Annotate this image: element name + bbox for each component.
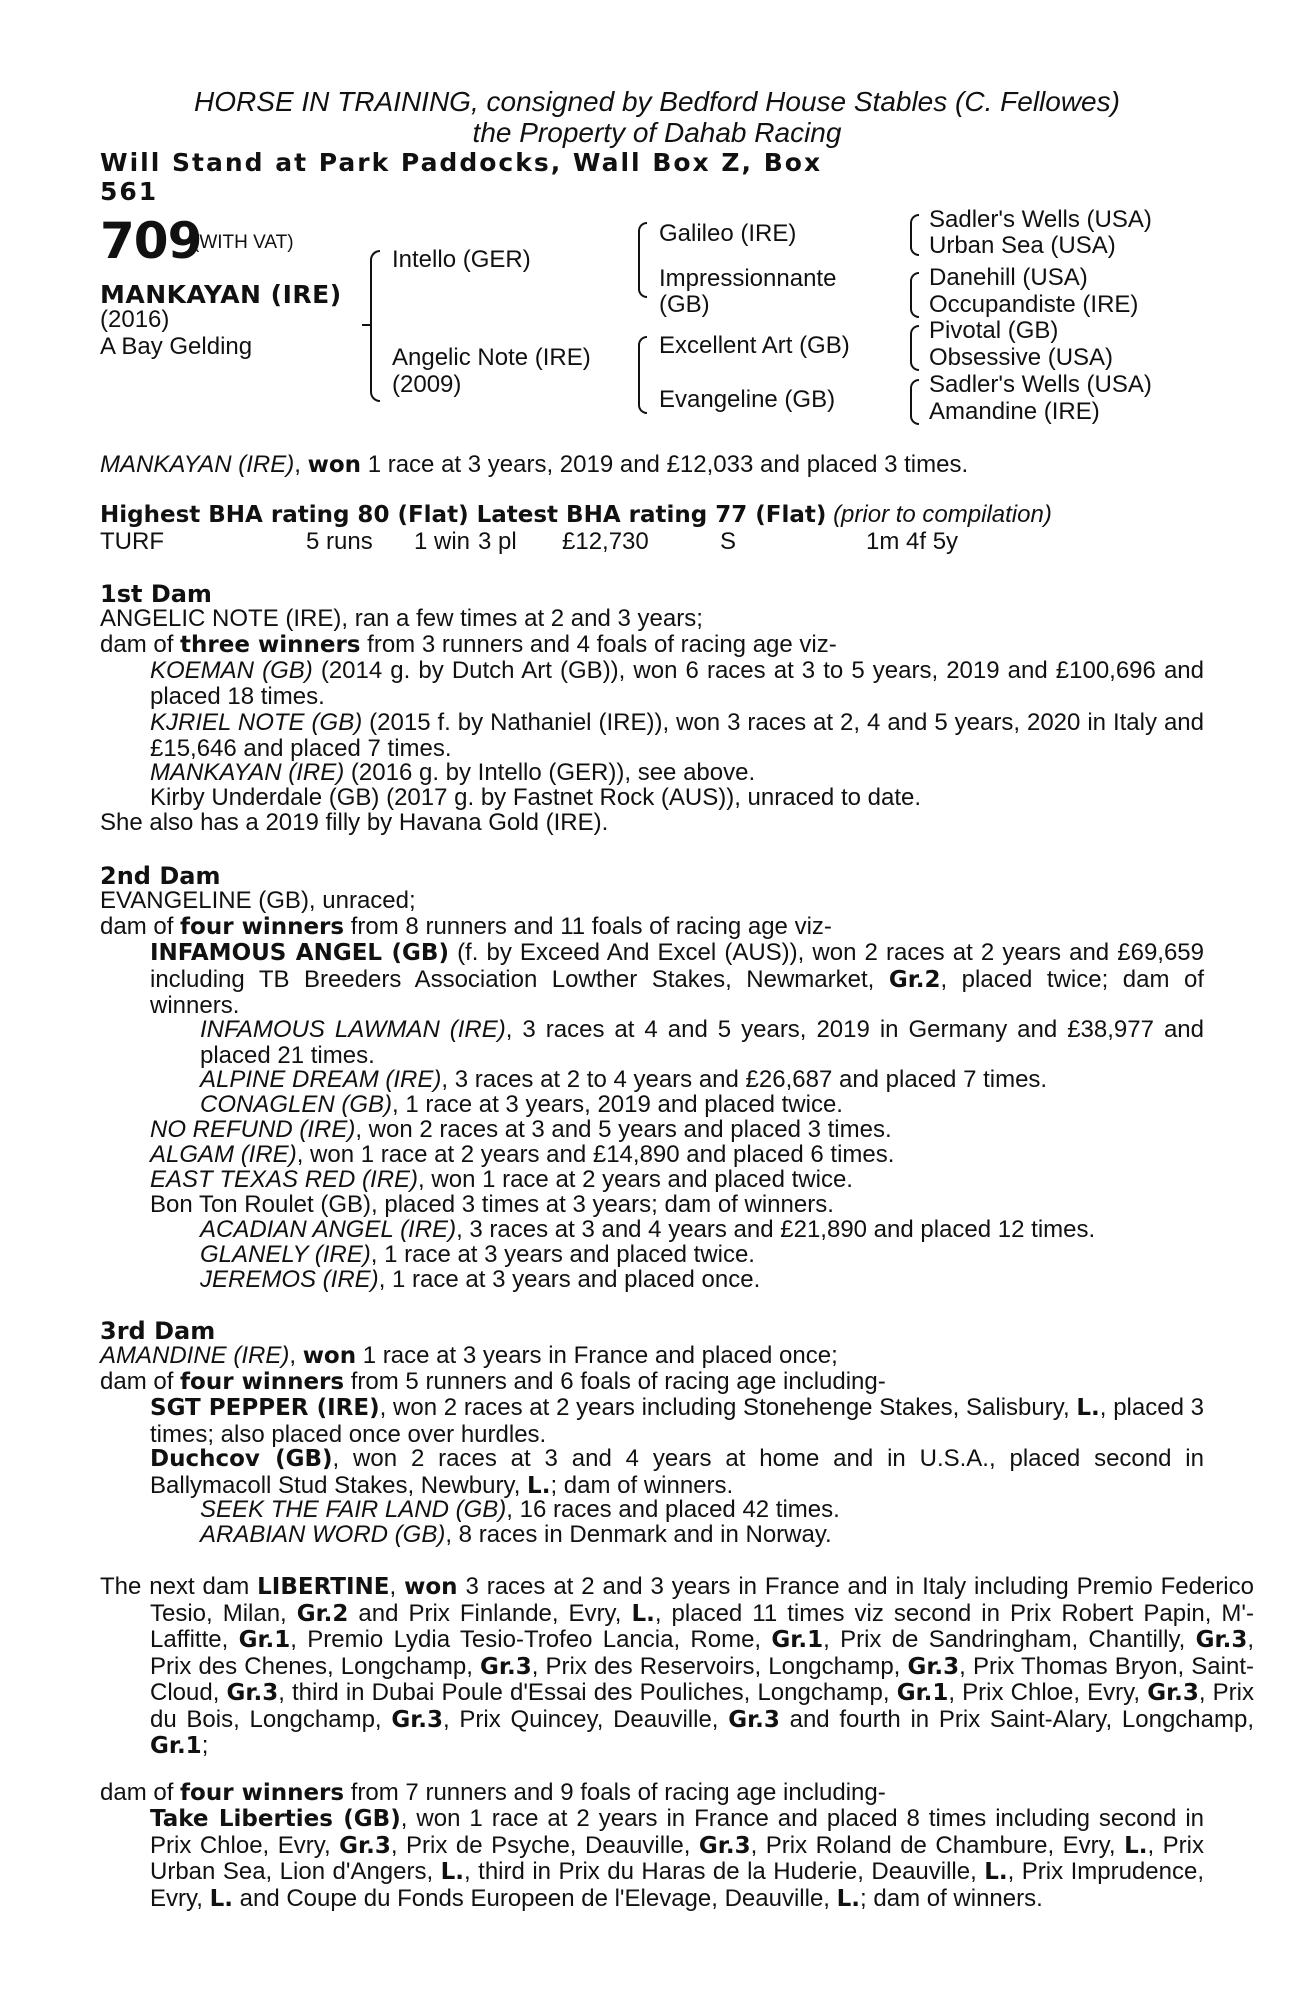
- progeny-sgt-pepper: SGT PEPPER (IRE): [150, 1395, 380, 1421]
- turf-earnings: £12,730: [562, 528, 649, 555]
- pedigree-g8: Amandine (IRE): [929, 398, 1100, 425]
- next-dam-t7: , Prix des Reservoirs, Longchamp,: [531, 1652, 908, 1680]
- next-dam-gr6: Gr.3: [907, 1653, 960, 1680]
- progeny-infamous-lawman: INFAMOUS LAWMAN (IRE): [200, 1016, 506, 1043]
- second-dam-produce: [100, 914, 832, 940]
- second-dam-progeny-1: [150, 940, 1204, 1019]
- turf-wins: 1 win: [414, 528, 471, 555]
- third-dam-progeny-1: [150, 1395, 1204, 1447]
- turf-distance: 1m 4f 5y: [866, 528, 959, 555]
- horse-year: (2016): [100, 306, 170, 333]
- header-location: Will Stand at Park Paddocks, Wall Box Z, Box 561: [100, 148, 823, 206]
- take-liberties-b: , Prix de Psyche, Deauville,: [390, 1831, 699, 1859]
- rating-line: [100, 502, 1052, 528]
- next-dam-produce: [100, 1780, 886, 1806]
- progeny-arabian-word-text: , 8 races in Denmark and in Norway.: [445, 1521, 832, 1548]
- turf-going: S: [720, 528, 737, 555]
- summary-horse-name: MANKAYAN (IRE): [100, 451, 295, 478]
- progeny-kjriel-note: KJRIEL NOTE (GB): [150, 709, 363, 736]
- first-dam-also: She also has a 2019 filly by Havana Gold (IRE).: [100, 809, 609, 836]
- first-dam-progeny-1: [150, 658, 1204, 709]
- turf-surface: TURF: [100, 528, 164, 555]
- progeny-alpine-dream: ALPINE DREAM (IRE): [200, 1066, 442, 1093]
- horse-description: A Bay Gelding: [100, 333, 253, 360]
- first-dam-winners: three winners: [180, 632, 361, 658]
- second-dam-winners: four winners: [180, 914, 345, 940]
- progeny-duchcov-listed: L.: [527, 1472, 551, 1499]
- next-dam-t9: , third in Dubai Poule d'Essai des Pouliches, Longchamp,: [278, 1679, 897, 1706]
- next-dam-winners: four winners: [180, 1780, 345, 1806]
- pedigree-g2: Urban Sea (USA): [929, 232, 1116, 259]
- pedigree-brace-tick: [362, 324, 370, 326]
- summary-won: won: [307, 452, 362, 478]
- second-dam-line: EVANGELINE (GB), unraced;: [100, 887, 416, 914]
- pedigree-sire-sire: Galileo (IRE): [659, 220, 797, 247]
- next-dam-gr3: Gr.1: [771, 1627, 824, 1653]
- take-liberties-c: , Prix Roland de Chambure, Evry,: [750, 1831, 1125, 1859]
- progeny-infamous-angel-text: (f. by Exceed And Excel (AUS)), won 2 races at 2 years and £69,659 including TB Breeders Association Lowther Stakes, Newmarket,: [150, 939, 1205, 993]
- next-dam-gr4: Gr.3: [1195, 1627, 1248, 1653]
- lot-number: 709: [100, 212, 202, 270]
- third-dam-child-1: [200, 1497, 840, 1523]
- take-liberties-h: ; dam of winners.: [860, 1884, 1043, 1912]
- second-dam-produce-rest: from 8 runners and 11 foals of racing age viz-: [344, 913, 832, 940]
- progeny-east-texas-red-text: , won 1 race at 2 years and placed twice.: [418, 1166, 853, 1193]
- progeny-infamous-lawman-text: , 3 races at 4 and 5 years, 2019 in Germany and £38,977 and placed 21 times.: [200, 1016, 1204, 1069]
- next-dam-produce-rest: from 7 runners and 9 foals of racing age including-: [344, 1779, 886, 1806]
- next-dam-t3: , placed 11 times viz second in Prix Robert Papin, M'-Laffitte,: [150, 1599, 1254, 1653]
- next-dam-t6: , Prix des Chenes, Longchamp,: [150, 1626, 1255, 1680]
- next-dam-gr7: Gr.3: [226, 1680, 279, 1706]
- pedigree-g7: Sadler's Wells (USA): [929, 371, 1152, 398]
- third-dam-won: won: [302, 1343, 357, 1369]
- next-dam-t2: and Prix Finlande, Evry,: [348, 1599, 632, 1627]
- next-dam-t13: and fourth in Prix Saint-Alary, Longchamp,: [779, 1705, 1254, 1733]
- third-dam-dam-of: dam of: [100, 1368, 181, 1395]
- progeny-seek-the-fair-land: SEEK THE FAIR LAND (GB): [200, 1496, 507, 1523]
- third-dam-produce-rest: from 5 runners and 6 foals of racing age including-: [344, 1368, 886, 1395]
- take-liberties-a: , won 1 race at 2 years in France and placed 8 times including second in Prix Chloe, Evry,: [150, 1805, 1204, 1859]
- progeny-jeremos: JEREMOS (IRE): [200, 1266, 379, 1293]
- race-summary: MANKAYAN (IRE), won 1 race at 3 years, 2019 and £12,033 and placed 3 times.: [100, 451, 969, 478]
- header-consignor: HORSE IN TRAINING, consigned by Bedford House Stables (C. Fellowes): [194, 86, 1120, 117]
- take-liberties-l1: L.: [1124, 1832, 1148, 1859]
- second-dam-progeny-2: [150, 1117, 892, 1143]
- pedigree-sire-dam-country: (GB): [659, 291, 710, 318]
- pedigree-g3: Danehill (USA): [929, 264, 1088, 291]
- third-dam-line-rest: 1 race at 3 years in France and placed once;: [356, 1342, 838, 1369]
- next-dam-t5: , Prix de Sandringham, Chantilly,: [823, 1626, 1196, 1653]
- rating-values: Highest BHA rating 80 (Flat) Latest BHA rating 77 (Flat): [100, 502, 827, 528]
- pedigree-dam-dam: Evangeline (GB): [659, 386, 836, 413]
- second-dam-progeny-4: [150, 1167, 853, 1193]
- pedigree-dam-year: (2009): [392, 371, 462, 398]
- pedigree-brace-sire: [638, 222, 647, 298]
- progeny-sgt-pepper-listed: L.: [1076, 1395, 1100, 1421]
- progeny-infamous-angel: INFAMOUS ANGEL (GB): [150, 940, 449, 966]
- third-dam-line: AMANDINE (IRE), won 1 race at 3 years in France and placed once;: [100, 1342, 838, 1369]
- next-dam-gr10: Gr.3: [391, 1706, 443, 1733]
- progeny-kjriel-note-text: (2015 f. by Nathaniel (IRE)), won 3 races at 2, 4 and 5 years, 2020 in Italy and £15,646 and placed 7 times.: [150, 709, 1204, 762]
- pedigree-dam-sire: Excellent Art (GB): [659, 332, 850, 359]
- progeny-no-refund: NO REFUND (IRE): [150, 1116, 356, 1143]
- second-dam-child-4: [200, 1217, 1095, 1243]
- next-dam-gr9: Gr.3: [1147, 1680, 1199, 1706]
- progeny-sgt-pepper-text: , won 2 races at 2 years including Stonehenge Stakes, Salisbury,: [379, 1394, 1077, 1421]
- second-dam-child-6: [200, 1267, 760, 1293]
- third-dam-child-2: [200, 1522, 832, 1548]
- second-dam-child-2: [200, 1067, 1047, 1093]
- next-dam-t4: , Premio Lydia Tesio-Trofeo Lancia, Rome,: [290, 1626, 772, 1653]
- next-dam-t10: , Prix Chloe, Evry,: [948, 1679, 1148, 1706]
- take-liberties-l2: L.: [440, 1859, 465, 1885]
- pedigree-brace-g1: [910, 214, 919, 256]
- next-dam-dam-of: dam of: [100, 1779, 181, 1806]
- progeny-alpine-dream-text: , 3 races at 2 to 4 years and £26,687 and placed 7 times.: [441, 1066, 1048, 1093]
- lot-vat: (WITH VAT): [193, 232, 294, 253]
- progeny-arabian-word: ARABIAN WORD (GB): [200, 1521, 446, 1548]
- second-dam-dam-of: dam of: [100, 913, 181, 940]
- second-dam-child-3: [200, 1092, 843, 1118]
- next-dam-progeny-1: [150, 1806, 1204, 1912]
- progeny-east-texas-red: EAST TEXAS RED (IRE): [150, 1166, 419, 1193]
- take-liberties-d: , Prix Urban Sea, Lion d'Angers,: [150, 1831, 1205, 1885]
- pedigree-g6: Obsessive (USA): [929, 344, 1114, 371]
- progeny-glanely-text: , 1 race at 3 years and placed twice.: [370, 1241, 755, 1268]
- second-dam-progeny-3: [150, 1142, 894, 1168]
- progeny-acadian-angel-text: , 3 races at 3 and 4 years and £21,890 and placed 12 times.: [456, 1216, 1096, 1243]
- progeny-no-refund-text: , won 2 races at 3 and 5 years and placed 3 times.: [355, 1116, 892, 1143]
- next-dam-t1: 3 races at 2 and 3 years in France and in Italy including Premio Federico Tesio, Milan,: [150, 1573, 1254, 1627]
- progeny-infamous-angel-text-end: , placed twice; dam of winners.: [150, 965, 1204, 1019]
- take-liberties-l5: L.: [836, 1885, 861, 1912]
- first-dam-produce: [100, 632, 837, 658]
- first-dam-progeny-3: [150, 760, 755, 786]
- pedigree-g5: Pivotal (GB): [929, 317, 1059, 344]
- pedigree-brace-g4: [910, 379, 919, 425]
- pedigree-brace-g2: [910, 272, 919, 318]
- turf-placed: 3 pl: [478, 528, 517, 555]
- second-dam-child-1: [200, 1017, 1204, 1068]
- pedigree-g4: Occupandiste (IRE): [929, 291, 1139, 318]
- progeny-koeman: KOEMAN (GB): [150, 657, 313, 684]
- summary-text: 1 race at 3 years, 2019 and £12,033 and placed 3 times.: [361, 451, 969, 478]
- progeny-mankayan-text: (2016 g. by Intello (GER)), see above.: [344, 759, 756, 786]
- next-dam-t8: , Prix Thomas Bryon, Saint-Cloud,: [150, 1652, 1254, 1706]
- next-dam-t14: ;: [201, 1732, 209, 1759]
- next-dam-gr11: Gr.3: [728, 1706, 780, 1733]
- next-dam-l1: L.: [631, 1600, 655, 1627]
- take-liberties-g: and Coupe du Fonds Europeen de l'Elevage, Deauville,: [232, 1884, 837, 1912]
- take-liberties-l3: L.: [984, 1859, 1008, 1885]
- turf-runs: 5 runs: [306, 528, 373, 555]
- rating-note: (prior to compilation): [833, 501, 1052, 528]
- first-dam-line: ANGELIC NOTE (IRE), ran a few times at 2 and 3 years;: [100, 605, 703, 632]
- first-dam-progeny-4: Kirby Underdale (GB) (2017 g. by Fastnet Rock (AUS)), unraced to date.: [150, 784, 922, 811]
- pedigree-sire-dam: Impressionnante: [659, 265, 837, 292]
- progeny-jeremos-text: , 1 race at 3 years and placed once.: [378, 1266, 761, 1293]
- progeny-conaglen-text: , 1 race at 3 years, 2019 and placed twice.: [392, 1091, 843, 1118]
- second-dam-progeny-5: Bon Ton Roulet (GB), placed 3 times at 3 years; dam of winners.: [150, 1191, 834, 1218]
- next-dam-gr2: Gr.1: [238, 1627, 291, 1653]
- progeny-infamous-angel-grade: Gr.2: [888, 966, 941, 993]
- progeny-duchcov-text-end: ; dam of winners.: [550, 1471, 734, 1499]
- progeny-mankayan: MANKAYAN (IRE): [150, 759, 345, 786]
- next-dam-t12: , Prix Quincey, Deauville,: [443, 1705, 729, 1733]
- progeny-duchcov: Duchcov (GB): [150, 1446, 333, 1472]
- progeny-seek-the-fair-land-text: , 16 races and placed 42 times.: [506, 1496, 840, 1523]
- next-dam-paragraph: The next dam LIBERTINE, won 3 races at 2 and 3 years in France and in Italy including Premio Federico Tesio, Milan, Gr.2 and Prix Finlande, Evry, L., placed 11 times viz second in Prix Robert Papin, M'-Laffitte, Gr.1, Premio Lydia Tesio-Trofeo Lancia, Rome, Gr.1, Prix de Sandringham, Chantilly, Gr.3, Prix des Chenes, Longchamp, Gr.3, Prix des Reservoirs, Longchamp, Gr.3, Prix Thomas Bryon, Saint-Cloud, Gr.3, third in Dubai Poule d'Essai des Pouliches, Longchamp, Gr.1, Prix Chloe, Evry, Gr.3, Prix du Bois, Longchamp, Gr.3, Prix Quincey, Deauville, Gr.3 and fourth in Prix Saint-Alary, Longchamp, Gr.1;: [100, 1573, 1255, 1759]
- next-dam-gr1: Gr.2: [296, 1600, 349, 1627]
- next-dam-name: LIBERTINE: [257, 1574, 390, 1600]
- next-dam-intro: The next dam: [100, 1573, 258, 1600]
- third-dam-progeny-2: [150, 1446, 1204, 1499]
- progeny-glanely: GLANELY (IRE): [200, 1241, 371, 1268]
- second-dam-child-5: [200, 1242, 755, 1268]
- first-dam-dam-of: dam of: [100, 631, 181, 658]
- first-dam-progeny-2: [150, 710, 1204, 761]
- next-dam-gr8: Gr.1: [896, 1680, 949, 1706]
- pedigree-brace-main: [370, 250, 380, 402]
- third-dam-produce: [100, 1369, 886, 1395]
- next-dam-gr12: Gr.1: [150, 1733, 202, 1759]
- take-liberties-gr1: Gr.3: [339, 1832, 391, 1859]
- next-dam-won: won: [404, 1574, 458, 1600]
- progeny-acadian-angel: ACADIAN ANGEL (IRE): [200, 1216, 457, 1243]
- pedigree-sire: Intello (GER): [392, 246, 531, 273]
- progeny-algam-text: , won 1 race at 2 years and £14,890 and placed 6 times.: [296, 1141, 895, 1168]
- progeny-sgt-pepper-text-end: , placed 3 times; also placed once over hurdles.: [150, 1394, 1205, 1448]
- take-liberties-e: , third in Prix du Haras de la Huderie, Deauville,: [464, 1858, 985, 1885]
- pedigree-g1: Sadler's Wells (USA): [929, 206, 1152, 233]
- second-dam-heading: 2nd Dam: [100, 862, 221, 890]
- pedigree-brace-dam: [638, 336, 647, 414]
- third-dam-name: AMANDINE (IRE): [100, 1342, 290, 1369]
- progeny-algam: ALGAM (IRE): [150, 1141, 297, 1168]
- header-property: the Property of Dahab Racing: [472, 117, 842, 148]
- first-dam-heading: 1st Dam: [100, 580, 212, 608]
- first-dam-produce-rest: from 3 runners and 4 foals of racing age viz-: [360, 631, 837, 658]
- progeny-conaglen: CONAGLEN (GB): [200, 1091, 393, 1118]
- third-dam-winners: four winners: [180, 1369, 345, 1395]
- progeny-koeman-text: (2014 g. by Dutch Art (GB)), won 6 races at 3 to 5 years, 2019 and £100,696 and placed 18 times.: [150, 657, 1205, 710]
- take-liberties-l4: L.: [209, 1885, 233, 1912]
- progeny-take-liberties: Take Liberties (GB): [150, 1806, 401, 1832]
- progeny-duchcov-text: , won 2 races at 3 and 4 years at home and in U.S.A., placed second in Ballymacoll Stud Stakes, Newbury,: [150, 1445, 1204, 1499]
- next-dam-gr5: Gr.3: [480, 1653, 532, 1680]
- next-dam-t11: , Prix du Bois, Longchamp,: [150, 1679, 1255, 1733]
- take-liberties-f: , Prix Imprudence, Evry,: [150, 1858, 1204, 1912]
- take-liberties-gr2: Gr.3: [698, 1832, 751, 1859]
- third-dam-heading: 3rd Dam: [100, 1317, 216, 1345]
- pedigree-brace-g3: [910, 325, 919, 371]
- pedigree-dam: Angelic Note (IRE): [392, 344, 591, 371]
- horse-name: MANKAYAN (IRE): [100, 280, 342, 309]
